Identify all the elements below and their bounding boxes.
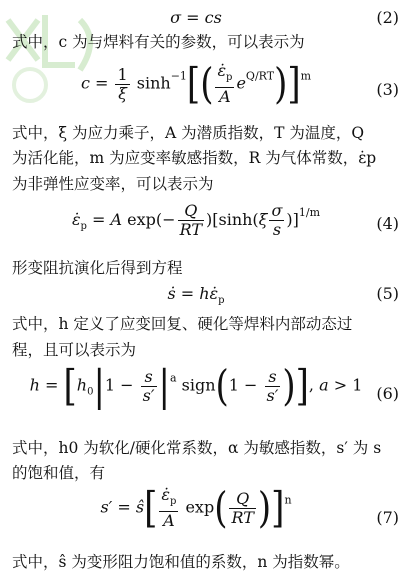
equation-number: (2) (376, 8, 399, 27)
text-line: 形变阻抗演化后得到方程 (12, 259, 183, 277)
text-line: 程，且可以表示为 (12, 341, 137, 359)
text-line: 式中，ξ 为应力乘子，A 为潜质指数，T 为温度，Q (12, 124, 365, 142)
equation-4: $\varepsiloṅ_p = A$ exp(− $\frac{Q}{RT}$ )[sinh(ξ $\frac{\sigma}{s}$ )]$^{1/m}$ (71, 201, 321, 239)
text-line: 式中，h 定义了应变回复、硬化等焊料内部动态过 (12, 315, 353, 333)
equation-3: c = $\frac{1}{\xi}$ $\sinh^{-1}$[( $\frac{\varepsiloṅ_p}{A}$ $e^{Q/RT})]^m$ (80, 59, 312, 109)
text-line: 的饱和值，有 (12, 464, 106, 482)
equation-7: s′ = ŝ[ $\frac{\varepsiloṅ_p}{A}$ exp( $\frac{Q}{RT}$ )]$^n$ (100, 483, 292, 533)
equation-number: (5) (376, 284, 399, 303)
text-line: 式中，ŝ 为变形阻力饱和值的系数，n 为指数幂。 (12, 553, 350, 571)
equation-2: σ = cs (170, 8, 222, 27)
equation-6: $h = [h_0|1$ − $\frac{s}{s'}$ $|^a$ sign(1 − $\frac{s}{s'}$ )], a > 1 (29, 361, 363, 411)
text-line: 为非弹性应变率，可以表示为 (12, 175, 214, 193)
equation-number: (3) (376, 80, 399, 99)
text-line: 式中，c 为与焊料有关的参数，可以表示为 (12, 33, 305, 51)
text-line: 为活化能，m 为应变率敏感指数，R 为气体常数，ε̇p (12, 149, 377, 167)
equation-5: ṡ = $h\varepsiloṅ_p$ (167, 284, 225, 306)
text-line: 式中，h0 为软化/硬化常系数，α 为敏感指数，s′ 为 s (12, 439, 382, 457)
equation-number: (7) (376, 508, 399, 527)
equation-number: (6) (376, 384, 399, 403)
equation-number: (4) (376, 214, 399, 233)
